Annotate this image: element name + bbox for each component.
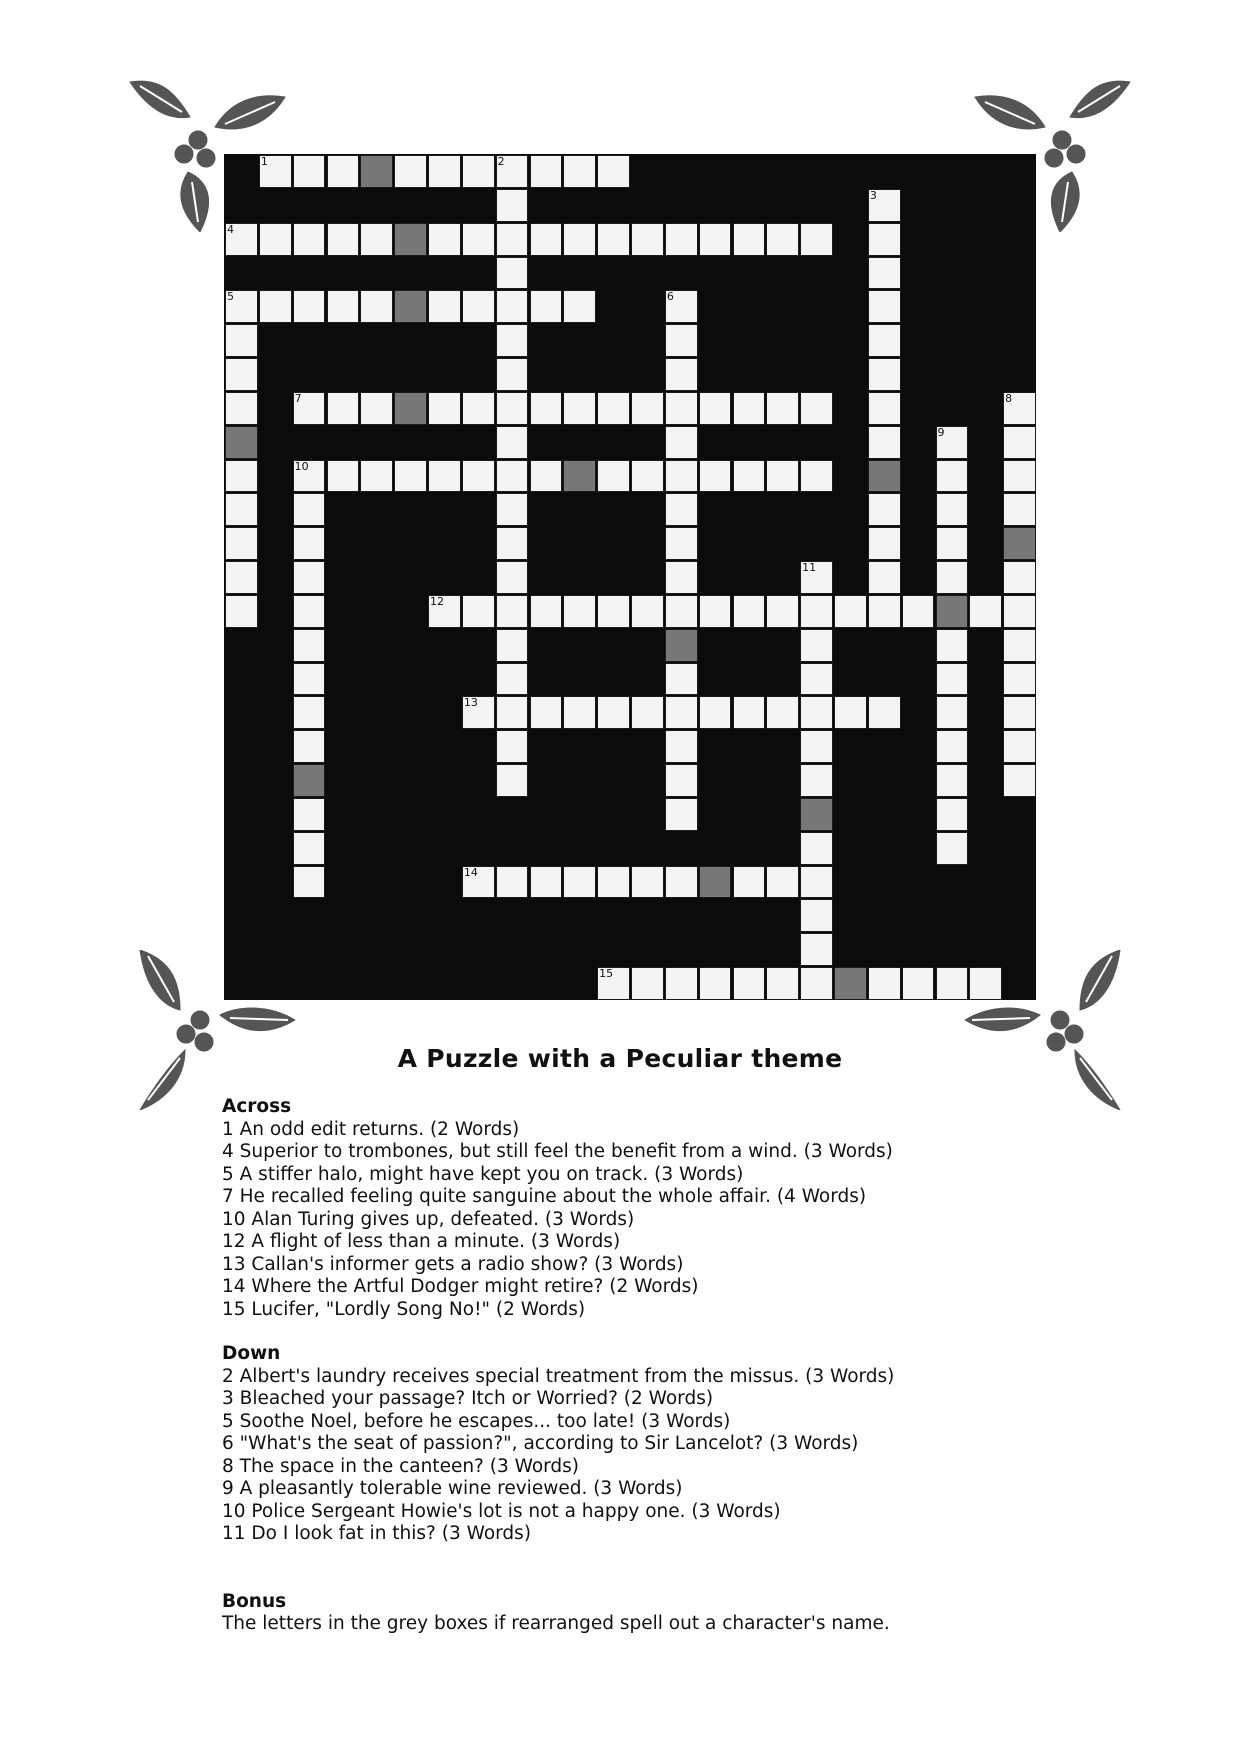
- grid-cell[interactable]: [530, 696, 563, 729]
- grid-cell[interactable]: [496, 426, 529, 459]
- grid-cell[interactable]: [665, 426, 698, 459]
- grid-cell[interactable]: [969, 595, 1002, 628]
- down-clue: 5 Soothe Noel, before he escapes... too late! (3 Words): [222, 1410, 731, 1432]
- down-clues: [222, 1366, 1122, 1546]
- grid-cell[interactable]: [293, 595, 326, 628]
- grid-cell[interactable]: [868, 493, 901, 526]
- grid-cell[interactable]: [1003, 764, 1036, 797]
- grid-cell[interactable]: [766, 392, 799, 425]
- grid-cell[interactable]: [597, 967, 630, 1000]
- across-clue: 15 Lucifer, "Lordly Song No!" (2 Words): [222, 1298, 586, 1320]
- grey-cell[interactable]: [834, 967, 867, 1000]
- grid-cell[interactable]: [936, 832, 969, 865]
- across-heading: Across: [222, 1096, 292, 1117]
- clue-list: [222, 1096, 1122, 1636]
- grid-cell[interactable]: [868, 426, 901, 459]
- grid-cell[interactable]: [225, 493, 258, 526]
- grid-cell[interactable]: [733, 392, 766, 425]
- grid-cell[interactable]: [936, 493, 969, 526]
- grid-cell[interactable]: [293, 832, 326, 865]
- clue-number: 10: [294, 459, 309, 473]
- grid-cell[interactable]: [225, 392, 258, 425]
- grid-cell[interactable]: [766, 866, 799, 899]
- grid-cell[interactable]: [462, 223, 495, 256]
- grey-cell[interactable]: [225, 426, 258, 459]
- grid-cell[interactable]: [631, 223, 664, 256]
- grid-cell[interactable]: [225, 358, 258, 391]
- grid-cell[interactable]: [868, 290, 901, 323]
- grey-cell[interactable]: [1003, 527, 1036, 560]
- grid-cell[interactable]: [1003, 629, 1036, 662]
- page-title: A Puzzle with a Peculiar theme: [397, 1044, 843, 1073]
- grid-cell[interactable]: [496, 324, 529, 357]
- grid-cell[interactable]: [394, 155, 427, 188]
- grid-cell[interactable]: [496, 290, 529, 323]
- grid-cell[interactable]: [868, 223, 901, 256]
- grid-cell[interactable]: [1003, 426, 1036, 459]
- grid-cell[interactable]: [293, 663, 326, 696]
- grid-cell[interactable]: [530, 392, 563, 425]
- grid-cell[interactable]: [665, 561, 698, 594]
- grid-cell[interactable]: [428, 155, 461, 188]
- grid-cell[interactable]: [766, 967, 799, 1000]
- clue-number: 14: [463, 865, 478, 879]
- grid-cell[interactable]: [665, 764, 698, 797]
- grid-cell[interactable]: [733, 223, 766, 256]
- grid-cell[interactable]: [496, 866, 529, 899]
- down-clue: 10 Police Sergeant Howie's lot is not a happy one. (3 Words): [222, 1500, 781, 1522]
- grid-cell[interactable]: [496, 155, 529, 188]
- clue-number: 4: [227, 222, 234, 236]
- grey-cell[interactable]: [360, 155, 393, 188]
- clue-number: 11: [802, 561, 817, 575]
- grid-cell[interactable]: [496, 561, 529, 594]
- grid-cell[interactable]: [868, 595, 901, 628]
- grid-cell[interactable]: [225, 527, 258, 560]
- grid-cell[interactable]: [766, 595, 799, 628]
- grid-cell[interactable]: [360, 290, 393, 323]
- grid-cell[interactable]: [800, 696, 833, 729]
- across-section: [222, 1096, 1122, 1321]
- grey-cell[interactable]: [665, 629, 698, 662]
- grid-cell[interactable]: [733, 595, 766, 628]
- clue-number: 3: [869, 188, 877, 202]
- grid-cell[interactable]: [496, 460, 529, 493]
- grey-cell[interactable]: [394, 223, 427, 256]
- grid-cell[interactable]: [496, 527, 529, 560]
- grid-cell[interactable]: [563, 155, 596, 188]
- grid-cell[interactable]: [563, 866, 596, 899]
- grid-cell[interactable]: [665, 324, 698, 357]
- grid-cell[interactable]: [1003, 493, 1036, 526]
- clue-number: 1: [260, 155, 268, 168]
- grid-cell[interactable]: [327, 392, 360, 425]
- grid-cell[interactable]: [496, 663, 529, 696]
- grid-cell[interactable]: [225, 223, 258, 256]
- grid-cell[interactable]: [766, 460, 799, 493]
- grid-cell[interactable]: [631, 392, 664, 425]
- grid-cell[interactable]: [496, 595, 529, 628]
- grid-cell[interactable]: [530, 223, 563, 256]
- grid-cell[interactable]: [699, 223, 732, 256]
- bonus-text: The letters in the grey boxes if rearranged spell out a character's name.: [222, 1613, 890, 1634]
- grey-cell[interactable]: [293, 764, 326, 797]
- grid-cell[interactable]: [360, 392, 393, 425]
- clue-number: 7: [294, 391, 302, 405]
- grid-cell[interactable]: [225, 595, 258, 628]
- grid-cell[interactable]: [530, 290, 563, 323]
- across-clue: 12 A flight of less than a minute. (3 Words): [222, 1231, 621, 1252]
- grid-cell[interactable]: [868, 967, 901, 1000]
- grid-cell[interactable]: [665, 527, 698, 560]
- grid-cell[interactable]: [1003, 595, 1036, 628]
- clue-number: 9: [937, 425, 945, 439]
- grid-cell[interactable]: [1003, 561, 1036, 594]
- grid-cell[interactable]: [800, 595, 833, 628]
- grid-cell[interactable]: [225, 561, 258, 594]
- grid-cell[interactable]: [800, 899, 833, 932]
- grid-cell[interactable]: [1003, 460, 1036, 493]
- grid-cell[interactable]: [293, 696, 326, 729]
- grid-cell[interactable]: [631, 595, 664, 628]
- bonus-section: [222, 1591, 1122, 1636]
- grid-cell[interactable]: [530, 155, 563, 188]
- grid-cell[interactable]: [360, 223, 393, 256]
- grid-cell[interactable]: [293, 527, 326, 560]
- grid-cell[interactable]: [699, 460, 732, 493]
- grid-cell[interactable]: [293, 223, 326, 256]
- grid-cell[interactable]: [665, 493, 698, 526]
- grid-cell[interactable]: [496, 223, 529, 256]
- grid-cell[interactable]: [293, 866, 326, 899]
- grid-cell[interactable]: [1003, 392, 1036, 425]
- clue-number: 12: [430, 594, 444, 608]
- grid-cell[interactable]: [800, 629, 833, 662]
- grid-cell[interactable]: [293, 561, 326, 594]
- grid-cell[interactable]: [800, 460, 833, 493]
- grid-cell[interactable]: [766, 223, 799, 256]
- grid-cell[interactable]: [834, 595, 867, 628]
- clue-number: 13: [463, 696, 478, 710]
- across-clue: 10 Alan Turing gives up, defeated. (3 Words): [222, 1208, 635, 1230]
- grid-cell[interactable]: [800, 663, 833, 696]
- grid-cell[interactable]: [902, 595, 935, 628]
- grid-cell[interactable]: [597, 595, 630, 628]
- grid-cell[interactable]: [496, 696, 529, 729]
- grid-cell[interactable]: [496, 392, 529, 425]
- grid-cell[interactable]: [800, 832, 833, 865]
- grid-cell[interactable]: [665, 696, 698, 729]
- grey-cell[interactable]: [563, 460, 596, 493]
- grid-cell[interactable]: [293, 629, 326, 662]
- grid-cell[interactable]: [293, 460, 326, 493]
- grid-cell[interactable]: [868, 561, 901, 594]
- grey-cell[interactable]: [800, 798, 833, 831]
- clue-number: 6: [666, 290, 674, 304]
- grid-cell[interactable]: [969, 967, 1002, 1000]
- grid-cell[interactable]: [597, 460, 630, 493]
- grid-cell[interactable]: [496, 358, 529, 391]
- grid-cell[interactable]: [936, 629, 969, 662]
- down-clue: 9 A pleasantly tolerable wine reviewed. (3 Words): [222, 1478, 683, 1499]
- grid-cell[interactable]: [327, 223, 360, 256]
- grid-cell[interactable]: [530, 866, 563, 899]
- grid-cell[interactable]: [936, 663, 969, 696]
- grey-cell[interactable]: [936, 595, 969, 628]
- grey-cell[interactable]: [394, 290, 427, 323]
- across-clue: 1 An odd edit returns. (2 Words): [222, 1118, 520, 1140]
- grid-cell[interactable]: [936, 764, 969, 797]
- grid-cell[interactable]: [597, 866, 630, 899]
- grid-cell[interactable]: [597, 223, 630, 256]
- grid-cell[interactable]: [868, 257, 901, 290]
- down-clue: 11 Do I look fat in this? (3 Words): [222, 1523, 532, 1544]
- down-clue: 3 Bleached your passage? Itch or Worried? (2 Words): [222, 1388, 714, 1409]
- grid-cell[interactable]: [462, 696, 495, 729]
- grid-cell[interactable]: [699, 595, 732, 628]
- grey-cell[interactable]: [868, 460, 901, 493]
- grid-cell[interactable]: [699, 967, 732, 1000]
- grid-cell[interactable]: [293, 392, 326, 425]
- grid-cell[interactable]: [834, 696, 867, 729]
- grid-cell[interactable]: [665, 866, 698, 899]
- grid-cell[interactable]: [1003, 696, 1036, 729]
- grid-cell[interactable]: [259, 290, 292, 323]
- clue-number: 2: [497, 155, 505, 168]
- grid-cell[interactable]: [327, 155, 360, 188]
- grid-cell[interactable]: [1003, 663, 1036, 696]
- grid-cell[interactable]: [428, 392, 461, 425]
- grid-cell[interactable]: [496, 730, 529, 763]
- grid-cell[interactable]: [936, 527, 969, 560]
- grid-cell[interactable]: [462, 155, 495, 188]
- across-clue: 4 Superior to trombones, but still feel the benefit from a wind. (3 Words): [222, 1141, 893, 1162]
- grid-cell[interactable]: [868, 324, 901, 357]
- across-clues: [222, 1119, 1122, 1322]
- clue-number: 8: [1005, 391, 1013, 405]
- grid-cell[interactable]: [327, 460, 360, 493]
- down-clue: 2 Albert's laundry receives special treatment from the missus. (3 Words): [222, 1365, 895, 1387]
- bonus-heading: Bonus: [222, 1590, 287, 1612]
- grid-cell[interactable]: [496, 189, 529, 222]
- grid-cell[interactable]: [800, 223, 833, 256]
- grid-cell[interactable]: [665, 595, 698, 628]
- grid-cell[interactable]: [225, 460, 258, 493]
- clue-number: 15: [599, 967, 614, 981]
- grid-cell[interactable]: [936, 561, 969, 594]
- grid-cell[interactable]: [530, 460, 563, 493]
- grid-cell[interactable]: [800, 730, 833, 763]
- grid-cell[interactable]: [733, 696, 766, 729]
- grid-cell[interactable]: [936, 967, 969, 1000]
- grid-cell[interactable]: [699, 392, 732, 425]
- grey-cell[interactable]: [699, 866, 732, 899]
- grid-cell[interactable]: [800, 392, 833, 425]
- grid-cell[interactable]: [868, 189, 901, 222]
- grid-cell[interactable]: [496, 764, 529, 797]
- down-section: [222, 1343, 1122, 1546]
- grid-cell[interactable]: [733, 460, 766, 493]
- across-clue: 14 Where the Artful Dodger might retire? (2 Words): [222, 1276, 699, 1297]
- across-clue: 13 Callan's informer gets a radio show? (3 Words): [222, 1253, 684, 1275]
- grid-cell[interactable]: [902, 967, 935, 1000]
- grid-cell[interactable]: [462, 866, 495, 899]
- grid-cell[interactable]: [936, 798, 969, 831]
- grid-cell[interactable]: [665, 967, 698, 1000]
- grid-cell[interactable]: [462, 460, 495, 493]
- grid-cell[interactable]: [462, 595, 495, 628]
- down-clue: 6 "What's the seat of passion?", according to Sir Lancelot? (3 Words): [222, 1433, 859, 1454]
- grid-cell[interactable]: [868, 527, 901, 560]
- grid-cell[interactable]: [530, 595, 563, 628]
- grid-cell[interactable]: [563, 392, 596, 425]
- grid-cell[interactable]: [597, 392, 630, 425]
- grid-cell[interactable]: [936, 460, 969, 493]
- grid-cell[interactable]: [563, 696, 596, 729]
- grid-cell[interactable]: [631, 866, 664, 899]
- grid-cell[interactable]: [800, 866, 833, 899]
- grid-cell[interactable]: [293, 798, 326, 831]
- grid-cell[interactable]: [868, 392, 901, 425]
- grid-cell[interactable]: [327, 290, 360, 323]
- grid-cell[interactable]: [496, 257, 529, 290]
- grid-cell[interactable]: [665, 730, 698, 763]
- grid-cell[interactable]: [293, 290, 326, 323]
- grid-cell[interactable]: [293, 730, 326, 763]
- down-heading: Down: [222, 1343, 281, 1364]
- grid-cell[interactable]: [428, 290, 461, 323]
- grid-cell[interactable]: [665, 358, 698, 391]
- grid-cell[interactable]: [665, 290, 698, 323]
- grid-cell[interactable]: [800, 764, 833, 797]
- clue-number: 5: [227, 290, 234, 304]
- grid-cell[interactable]: [699, 696, 732, 729]
- grid-cell[interactable]: [428, 223, 461, 256]
- grid-cell[interactable]: [563, 223, 596, 256]
- grid-cell[interactable]: [665, 223, 698, 256]
- grid-cell[interactable]: [733, 967, 766, 1000]
- grid-cell[interactable]: [936, 696, 969, 729]
- grid-cell[interactable]: [665, 798, 698, 831]
- grid-cell[interactable]: [665, 460, 698, 493]
- grid-cell[interactable]: [225, 290, 258, 323]
- grid-cell[interactable]: [800, 933, 833, 966]
- grid-cell[interactable]: [428, 460, 461, 493]
- grid-cell[interactable]: [936, 730, 969, 763]
- grey-cell[interactable]: [394, 392, 427, 425]
- grid-cell[interactable]: [766, 696, 799, 729]
- grid-cell[interactable]: [259, 223, 292, 256]
- grid-cell[interactable]: [259, 155, 292, 188]
- grid-cell[interactable]: [225, 324, 258, 357]
- grid-cell[interactable]: [293, 493, 326, 526]
- grid-cell[interactable]: [462, 392, 495, 425]
- grid-cell[interactable]: [597, 696, 630, 729]
- grid-cell[interactable]: [665, 663, 698, 696]
- grid-cell[interactable]: [563, 290, 596, 323]
- grid-cell[interactable]: [733, 866, 766, 899]
- grid-cell[interactable]: [800, 967, 833, 1000]
- across-clue: 7 He recalled feeling quite sanguine about the whole affair. (4 Words): [222, 1186, 867, 1207]
- crossword-grid: [224, 154, 1036, 1000]
- grid-cell[interactable]: [631, 460, 664, 493]
- grid-cell[interactable]: [800, 561, 833, 594]
- down-clue: 8 The space in the canteen? (3 Words): [222, 1455, 580, 1477]
- grid-cell[interactable]: [496, 493, 529, 526]
- grid-cell[interactable]: [868, 358, 901, 391]
- grid-cell[interactable]: [631, 967, 664, 1000]
- grid-cell[interactable]: [597, 155, 630, 188]
- grid-cell[interactable]: [394, 460, 427, 493]
- grid-cell[interactable]: [868, 696, 901, 729]
- grid-cell[interactable]: [360, 460, 393, 493]
- grid-cell[interactable]: [563, 595, 596, 628]
- grid-cell[interactable]: [1003, 730, 1036, 763]
- grid-cell[interactable]: [462, 290, 495, 323]
- across-clue: 5 A stiffer halo, might have kept you on track. (3 Words): [222, 1163, 744, 1185]
- grid-cell[interactable]: [936, 426, 969, 459]
- grid-cell[interactable]: [293, 155, 326, 188]
- grid-cell[interactable]: [665, 392, 698, 425]
- grid-cell[interactable]: [631, 696, 664, 729]
- grid-cell[interactable]: [428, 595, 461, 628]
- grid-cell[interactable]: [496, 629, 529, 662]
